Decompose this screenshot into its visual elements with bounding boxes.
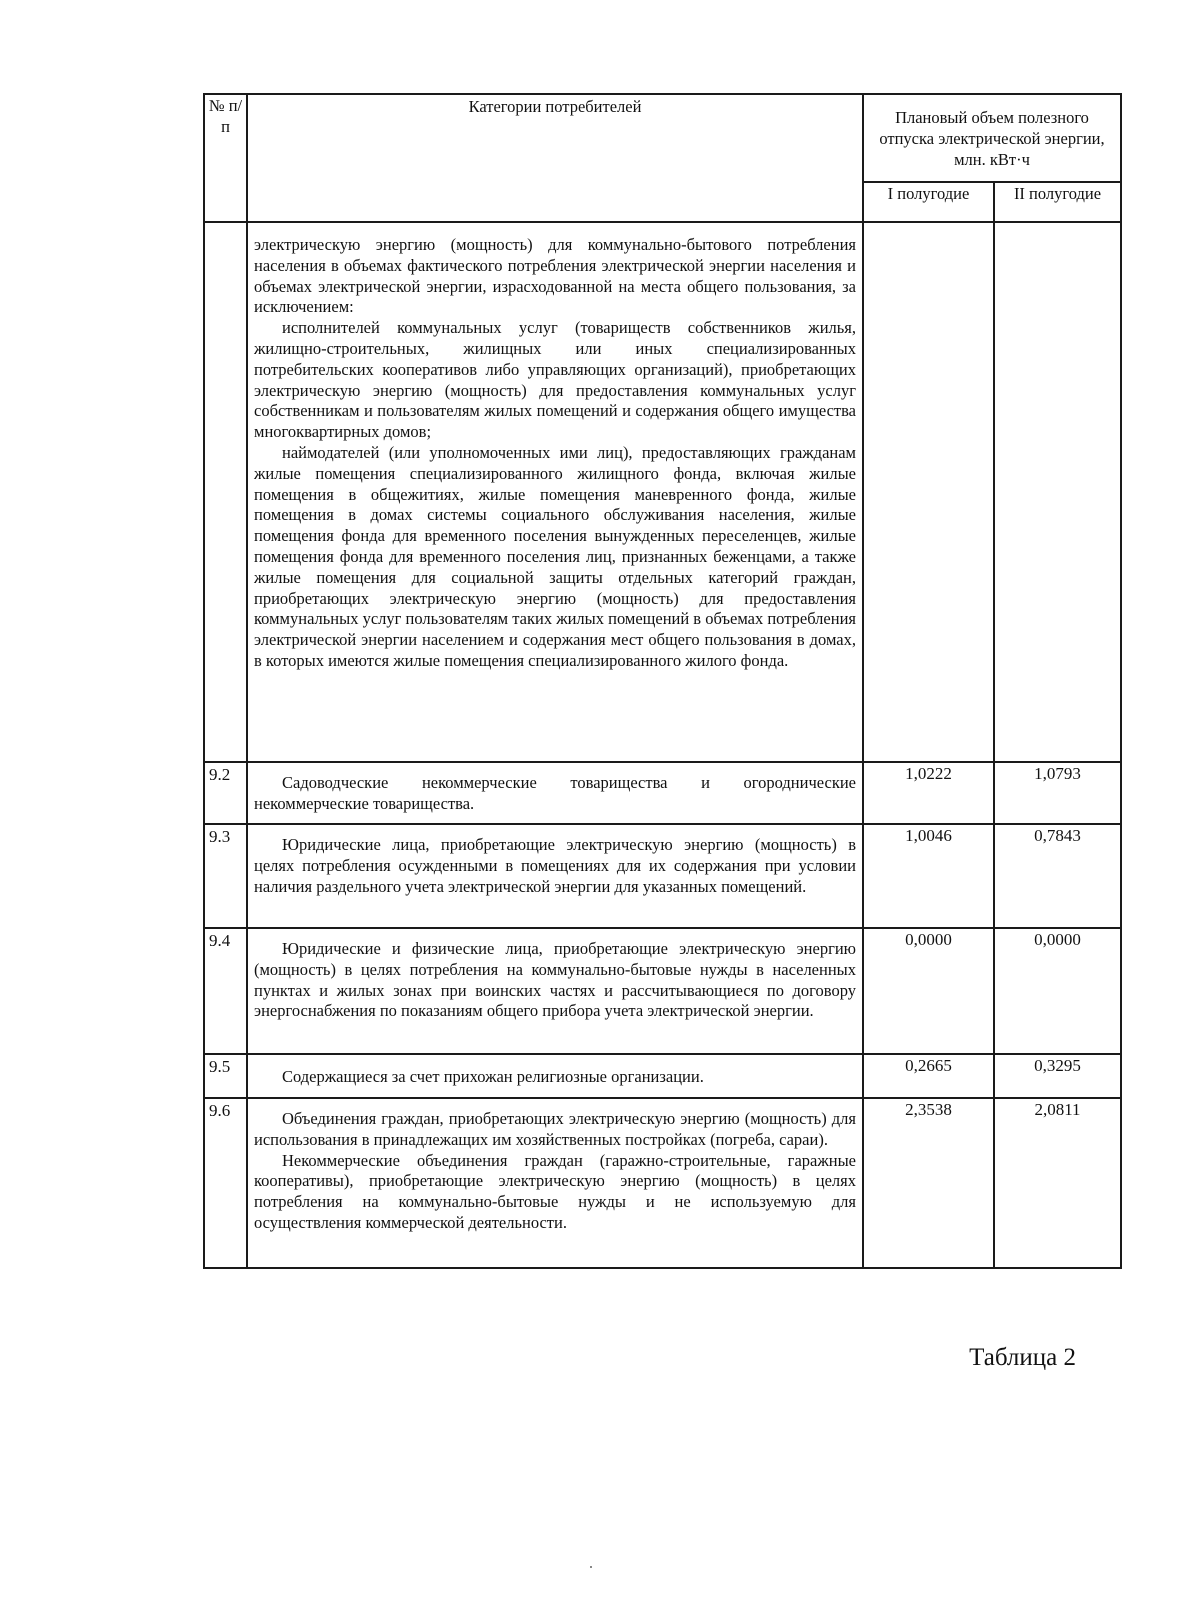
- table-row: [204, 824, 1121, 928]
- category-paragraph: Садоводческие некоммерческие товарищества и огороднические некоммерческие товарищества.: [254, 773, 856, 813]
- row-category: [247, 1098, 863, 1268]
- row-number: 9.3: [204, 824, 247, 928]
- row-category: [247, 222, 863, 762]
- row-half-2-value: 0,0000: [994, 928, 1121, 1054]
- row-half-1-value: [863, 222, 994, 762]
- row-number: 9.5: [204, 1054, 247, 1098]
- category-paragraph: Юридические лица, приобретающие электрическую энергию (мощность) в целях потребления осужденными в помещениях для их содержания при условии наличия раздельного учета электрической энергии для указанных помещений.: [254, 835, 856, 896]
- row-half-1-value: 0,2665: [863, 1054, 994, 1098]
- row-half-2-value: 1,0793: [994, 762, 1121, 824]
- row-number: 9.2: [204, 762, 247, 824]
- header-category: Категории потребителей: [247, 94, 863, 222]
- category-paragraph: Содержащиеся за счет прихожан религиозные организации.: [282, 1067, 704, 1086]
- table-row: [204, 1054, 1121, 1098]
- header-half-2: II полугодие: [994, 182, 1121, 222]
- table-row: [204, 222, 1121, 762]
- category-paragraph: Объединения граждан, приобретающих электрическую энергию (мощность) для использования в принадлежащих им хозяйственных постройках (погреба, сараи).: [254, 1109, 856, 1149]
- row-half-2-value: [994, 222, 1121, 762]
- row-category: [247, 1054, 863, 1098]
- table-caption: Таблица 2: [969, 1344, 1076, 1371]
- row-number: 9.4: [204, 928, 247, 1054]
- row-half-2-value: 0,3295: [994, 1054, 1121, 1098]
- category-paragraph: Некоммерческие объединения граждан (гаражно-строительные, гаражные кооперативы), приобретающие электрическую энергию (мощность) в целях потребления на коммунально-бытовые нужды и не используемую для осуществления коммерческой деятельности.: [254, 1150, 856, 1232]
- table-row: [204, 928, 1121, 1054]
- category-paragraph: наймодателей (или уполномоченных ими лиц), предоставляющих гражданам жилые помещения специализированного жилищного фонда, включая жилые помещения в общежитиях, жилые помещения маневренного фонда, жилые помещения в домах системы социального обслуживания населения, жилые помещения фонда для временного поселения вынужденных переселенцев, жилые помещения фонда для временного поселения лиц, признанных беженцами, а также жилые помещения для социальной защиты отдельных категорий граждан, приобретающих электрическую энергию (мощность) для предоставления коммунальных услуг пользователям таких жилых помещений в объемах потребления электрической энергии населением и содержания мест общего пользования в домах, в которых имеются жилые помещения специализированного жилого фонда.: [254, 442, 856, 670]
- row-half-2-value: 2,0811: [994, 1098, 1121, 1268]
- row-half-1-value: 2,3538: [863, 1098, 994, 1268]
- header-num: № п/п: [204, 94, 247, 222]
- row-number: [204, 222, 247, 762]
- table-row: [204, 1098, 1121, 1268]
- category-paragraph: исполнителей коммунальных услуг (товариществ собственников жилья, жилищно-строительных, жилищных или иных специализированных потребительских кооперативов либо управляющих организаций), приобретающих электрическую энергию (мощность) для предоставления коммунальных услуг собственникам и пользователям жилых помещений и содержания общего имущества многоквартирных домов;: [254, 318, 856, 442]
- category-paragraph: электрическую энергию (мощность) для коммунально-бытового потребления населения в объемах фактического потребления электрической энергии населения и объемах электрической энергии, израсходованной на места общего пользования, за исключением:: [254, 235, 856, 317]
- tariff-volume-table: [203, 93, 1122, 1269]
- row-half-1-value: 1,0046: [863, 824, 994, 928]
- row-category: [247, 762, 863, 824]
- header-half-1: I полугодие: [863, 182, 994, 222]
- row-half-1-value: 0,0000: [863, 928, 994, 1054]
- row-number: 9.6: [204, 1098, 247, 1268]
- scan-speck: [590, 1566, 592, 1568]
- row-half-2-value: 0,7843: [994, 824, 1121, 928]
- row-category: [247, 928, 863, 1054]
- header-plan-volume: Плановый объем полезного отпуска электрической энергии, млн. кВт·ч: [863, 94, 1121, 182]
- category-paragraph: Юридические и физические лица, приобретающие электрическую энергию (мощность) в целях потребления на коммунально-бытовые нужды в населенных пунктах и жилых зонах при воинских частях и рассчитывающиеся по договору энергоснабжения по показаниям общего прибора учета электрической энергии.: [254, 939, 856, 1021]
- row-category: [247, 824, 863, 928]
- table-row: [204, 762, 1121, 824]
- row-half-1-value: 1,0222: [863, 762, 994, 824]
